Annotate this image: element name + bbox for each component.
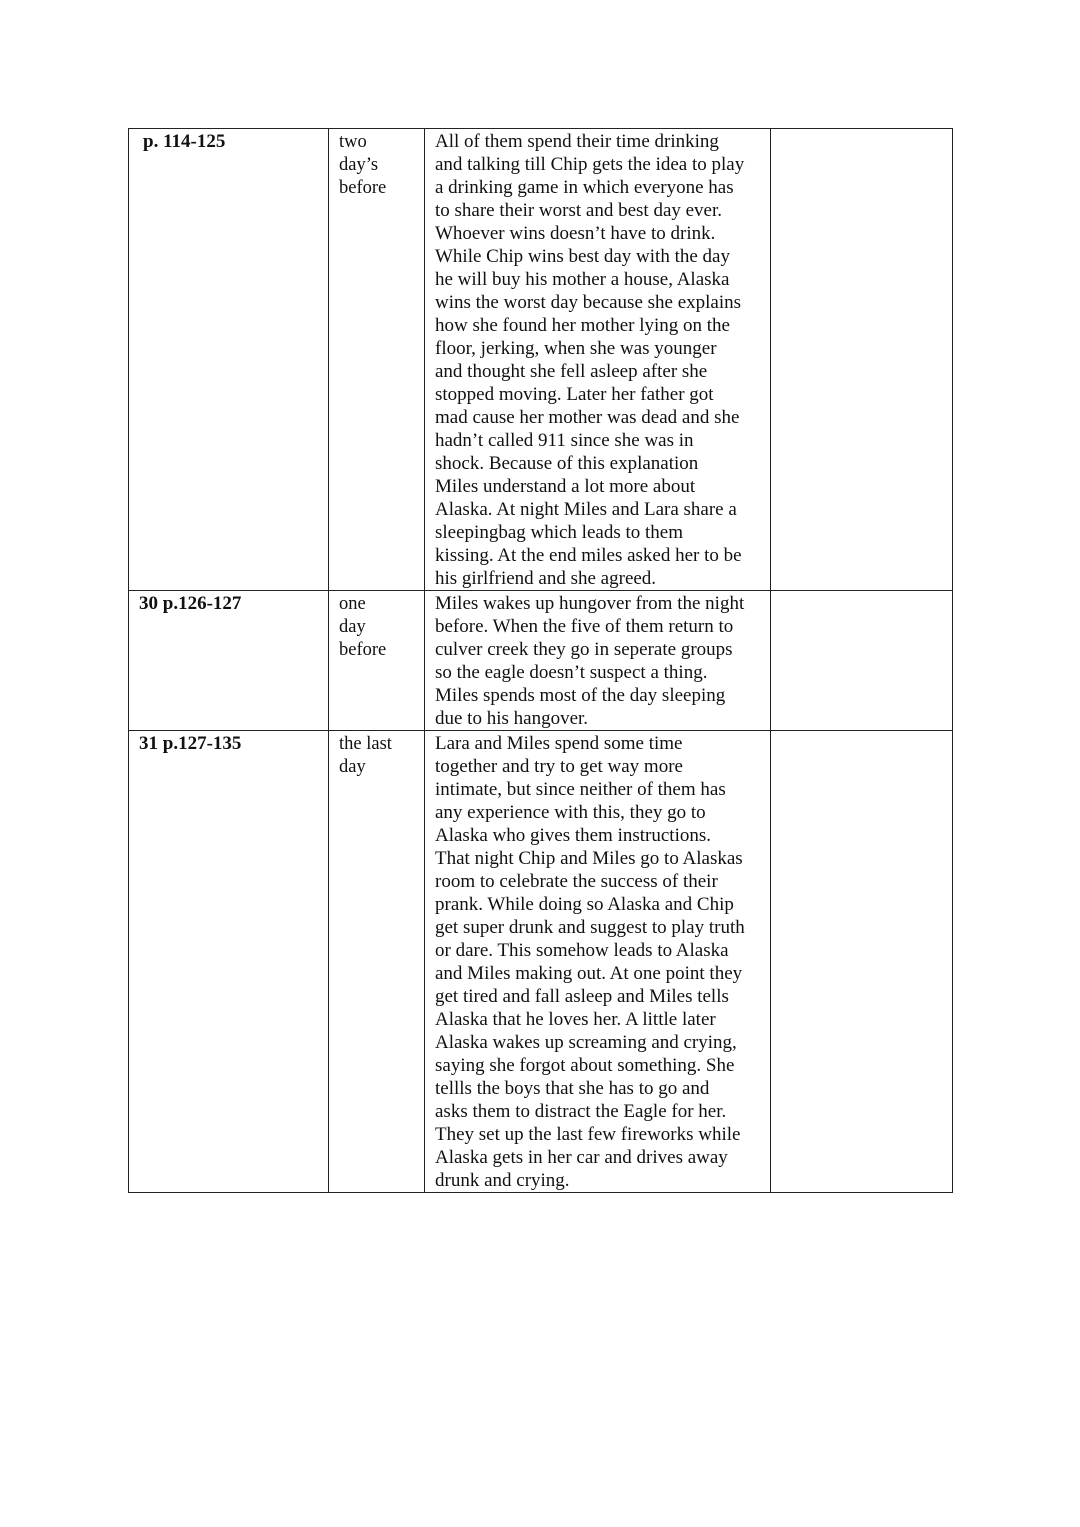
time-cell: [329, 129, 425, 591]
reference-cell: [129, 731, 329, 1193]
reference-cell: [129, 129, 329, 591]
summary-cell: [425, 129, 771, 591]
summary-text: All of them spend their time drinking and talking till Chip gets the idea to play a drinking game in which everyone has to share their worst and best day ever. Whoever wins doesn’t have to drink. While Chip wins best day with the day he will buy his mother a house, Alaska wins the worst day because she explains how she found her mother lying on the floor, jerking, when she was younger and thought she fell asleep after she stopped moving. Later her father got mad cause her mother was dead and she hadn’t called 911 since she was in shock. Because of this explanation Miles understand a lot more about Alaska. At night Miles and Lara share a sleepingbag which leads to them kissing. At the end miles asked her to be his girlfriend and she agreed.: [435, 131, 745, 589]
time-label: the last day: [339, 734, 392, 777]
notes-cell: [771, 129, 953, 591]
time-label: one day before: [339, 594, 387, 660]
notes-text: [771, 591, 952, 593]
chapter-summary-table: [128, 128, 953, 1193]
summary-cell: [425, 591, 771, 731]
time-cell: [329, 591, 425, 731]
table-row: [129, 129, 953, 591]
page-reference: 30 p.126-127: [139, 593, 242, 614]
page-reference: 31 p.127-135: [139, 733, 242, 754]
reference-cell: [129, 591, 329, 731]
notes-text: [771, 731, 952, 733]
table-row: [129, 591, 953, 731]
table-row: [129, 731, 953, 1193]
summary-text: Miles wakes up hungover from the night before. When the five of them return to culver creek they go in seperate groups so the eagle doesn’t suspect a thing. Miles spends most of the day sleeping due to his hangover.: [435, 593, 745, 729]
summary-cell: [425, 731, 771, 1193]
summary-text: Lara and Miles spend some time together and try to get way more intimate, but since neither of them has any experience with this, they go to Alaska who gives them instructions. That night Chip and Miles go to Alaskas room to celebrate the success of their prank. While doing so Alaska and Chip get super drunk and suggest to play truth or dare. This somehow leads to Alaska and Miles making out. At one point they get tired and fall asleep and Miles tells Alaska that he loves her. A little later Alaska wakes up screaming and crying, saying she forgot about something. She tellls the boys that she has to go and asks them to distract the Eagle for her. They set up the last few fireworks while Alaska gets in her car and drives away drunk and crying.: [435, 733, 745, 1191]
time-cell: [329, 731, 425, 1193]
notes-cell: [771, 591, 953, 731]
notes-text: [771, 129, 952, 131]
notes-cell: [771, 731, 953, 1193]
page-reference: p. 114-125: [143, 131, 226, 152]
time-label: two day’s before: [339, 132, 387, 198]
